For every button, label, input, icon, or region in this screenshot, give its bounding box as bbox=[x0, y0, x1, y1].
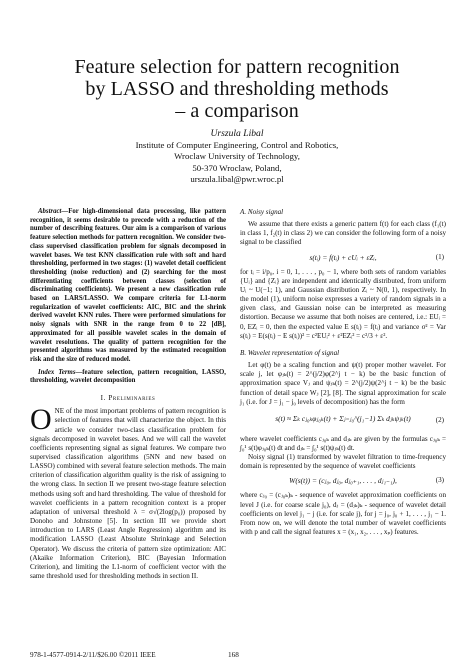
equation-number: (1) bbox=[435, 252, 444, 261]
equation-body: W(s(t)) = (cⱼ₀, dⱼ₀, dⱼ₀₊₁, . . . , dⱼ₁₋₁), bbox=[289, 476, 397, 486]
equation-number: (2) bbox=[435, 415, 444, 424]
affiliation-line: 50-370 Wroclaw, Poland, bbox=[192, 162, 282, 173]
author-name: Urszula Libal bbox=[210, 128, 264, 139]
body-paragraph: We assume that there exists a generic pattern f(t) for each class (f₁(t) in class 1, f₂(t) in class 2) we can consider the following form of a noisy signal to be classified bbox=[240, 220, 446, 247]
left-column bbox=[30, 208, 226, 581]
paper-title bbox=[40, 56, 434, 122]
abstract-text: —For high-dimensional data processing, like pattern recognition, it seems desirable to precede with a reduction of the number of describing features. Our aim is a comparison of various feature selection methods for pattern recognition. We consider two-class supervised classification problem for signals decomposed in wavelet bases. We test KNN classification rule with soft and hard thresholding, performed in two stages: (1) wavelet detail coefficient thresholding (noise reduction) and (2) searching for the most differentiating coefficients between classes (selection of discriminating coefficients). We present a new classification rule based on LARS/LASSO. We compare criteria for L1-norm regularization of wavelet coefficients: AIC, BIC and the shrink derived wavelet KNN rules. There were performed simulations for noisy signals with SNR in the range from 0 to 22 [dB], approximated for all possible wavelet scales in the domain of wavelet resolutions. The quality of pattern recognition for the presented algorithms was measured by the estimated recognition risk and the size of reduced model. bbox=[30, 208, 226, 363]
equation-1 bbox=[240, 251, 446, 265]
subsection-heading: A. Noisy signal bbox=[240, 208, 284, 216]
section-body bbox=[30, 403, 226, 581]
body-paragraph: for tᵢ = i/p₀, i = 0, 1, . . . , p₀ − 1, where both sets of random variables {Uᵢ} and {Zᵢ} are independent and identically distributed, from uniform Uᵢ ~ U(−1; 1), and Gaussian distribution Zᵢ ~ N(0, 1), respectively. In the model (1), uniform noise expresses a variety of random signals in a given class, and Gaussian noise can be interpreted as measuring distortion. Because we assume that both noises are centered, i.e.: EUᵢ = 0, EZᵢ = 0, then the expected value E s(tᵢ) = f(tᵢ) and variance σ² = Var s(tᵢ) = E(s(tᵢ) − E s(tᵢ))² = c²EUᵢ² + ε²EZᵢ² = c²/3 + ε². bbox=[240, 267, 446, 340]
abstract bbox=[30, 208, 226, 386]
body-paragraph bbox=[30, 403, 226, 581]
equation-3 bbox=[240, 474, 446, 488]
subsection-heading: B. Wavelet representation of signal bbox=[240, 348, 340, 357]
index-terms-text: —feature selection, pattern recognition, LASSO, thresholding, wavelet decomposition bbox=[30, 368, 226, 385]
body-paragraph: where wavelet coefficients cⱼ₀ₖ and dⱼₖ are given by the formulas cⱼ₀ₖ = ∫₀¹ s(t)φⱼ₀ₖ(t) dt and dⱼₖ = ∫₀¹ s(t)ψⱼₖ(t) dt. bbox=[240, 434, 446, 452]
index-terms-paragraph bbox=[30, 369, 226, 386]
title-line: – a comparison bbox=[175, 100, 299, 122]
equation-body: s(tᵢ) = f(tᵢ) + cUᵢ + εZᵢ, bbox=[309, 252, 377, 262]
title-line: by LASSO and thresholding methods bbox=[85, 78, 389, 100]
equation-body: s(t) ≈ Σₖ cⱼ₀ₖφⱼ₀ₖ(t) + Σⱼ₌ⱼ₀^(j₁−1) Σₖ dⱼₖψⱼₖ(t) bbox=[275, 413, 411, 423]
section-heading: I. Preliminaries bbox=[100, 394, 156, 403]
page-number: 168 bbox=[228, 651, 239, 659]
abstract-label: Abstract bbox=[38, 208, 62, 215]
drop-cap: O bbox=[30, 403, 52, 437]
index-terms-label: Index Terms bbox=[38, 368, 76, 376]
author-email: urszula.libal@pwr.wroc.pl bbox=[190, 174, 284, 185]
body-paragraph: Let φ(t) be a scaling function and ψ(t) proper mother wavelet. For scale j, let φⱼₖ(t) = 2^(j/2)φ(2^j t − k) be the basic function of approximation space Vⱼ and ψⱼₖ(t) = 2^(j/2)ψ(2^j t − k) be the basic function of detail space Wⱼ [2], [8]. The signal approximation for scale j₁ (i.e. for J = j₁ − j₀ levels of decomposition) has the form bbox=[240, 361, 446, 406]
body-paragraph: Noisy signal (1) transformed by wavelet filtration to time-frequency domain is represented by the sequence of wavelet coefficients bbox=[240, 453, 446, 471]
equation-number: (3) bbox=[435, 476, 444, 485]
affiliation-line: Institute of Computer Engineering, Control and Robotics, bbox=[135, 140, 339, 150]
abstract-paragraph bbox=[30, 208, 226, 365]
title-line: Feature selection for pattern recognition bbox=[74, 56, 400, 78]
affiliation-line: Wroclaw University of Technology, bbox=[174, 151, 300, 162]
right-column bbox=[240, 208, 446, 537]
footer-copyright: 978-1-4577-0914-2/11/$26.00 ©2011 IEEE bbox=[30, 651, 156, 659]
equation-2 bbox=[240, 410, 446, 432]
author-block bbox=[60, 128, 414, 186]
paragraph-text: NE of the most important problems of pattern recognition is selection of features that will characterize the object. In this article we consider two-class classification problem for signals decomposed in wavelet bases. And we will call the wavelet coefficients representing signal as signal features. We compare two supervised classification algorithms (5NN and new based on LASSO) combined with several feature selection methods. The main criterion of classification algorithm quality is the risk of assigning to the wrong class. In section II we present two-stage feature selection methods using soft and hard thresholding. The value of threshold for wavelet coefficients in a pattern recognition context is a proper adaptation of universal threshold λ = σ√(2log(p₀)) proposed by Donoho and Johnstone [5]. In section III we provide short introduction to LARS (Least Angle Regression) algorithm and its modification LASSO (Least Absolute Shrinkage and Selection Operator). We discuss the criteria of pattern size optimization: AIC (Akaike Information Criterion), BIC (Bayesian Information Criterion), and limiting the L1-norm of coefficient vector with the same threshold used for thresholding methods in section II. bbox=[30, 407, 226, 581]
body-paragraph: where cⱼ₀ = (cⱼ₀ₖ)ₖ - sequence of wavelet approximation coefficients on level J (i.e. for coarse scale j₀), dⱼ = (dⱼₖ)ₖ - sequence of wavelet detail coefficients on level j₁ − j (i.e. for scale j), for j = j₀, j₀ + 1, . . . , j₁ − 1. From now on, we will denote the total number of wavelet coefficients with p and call the signal features x = (x₁, x₂, . . . , xₚ) features. bbox=[240, 491, 446, 537]
